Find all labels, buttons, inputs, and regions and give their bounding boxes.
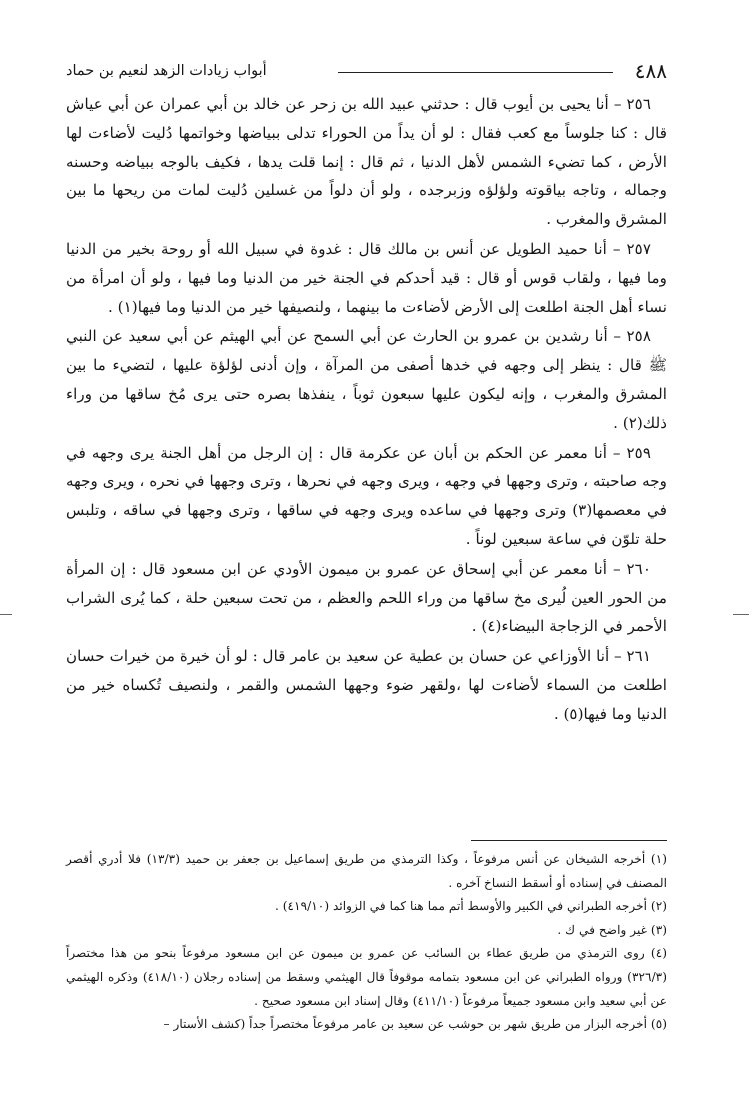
header-rule	[338, 72, 613, 73]
hadith-260: ٢٦٠ – أنا معمر عن أبي إسحاق عن عمرو بن ميمون الأودي عن ابن مسعود قال : إن المرأة من الحور العين لُيرى مخ ساقها من وراء اللحم والعظم ، من تحت سبعين حلة ، كما يُرى الشراب الأحمر في الزجاجة البيضاء(٤) .	[66, 559, 667, 636]
main-text	[66, 90, 667, 729]
footnote-3: (٣) غير واضح في ك .	[557, 922, 667, 937]
footnote-1: (١) أخرجه الشيخان عن أنس مرفوعاً ، وكذا الترمذي من طريق إسماعيل بن جعفر بن حميد (١٣/٣) فلا أدري أقصر المصنف في إسناده أو أسقط النساخ آخره .	[66, 852, 668, 890]
hadith-258: ٢٥٨ – أنا رشدين بن عمرو بن الحارث عن أبي السمح عن أبي الهيثم عن أبي سعيد عن النبي ﷺ قال : ينظر إلى وجهه في خدها أصفى من المرآة ، وإن أدنى لؤلؤة عليها ، لتضيء ما بين المشرق والمغرب ، وإنه ليكون عليها سبعون ثوباً ، ينفذها بصره حتى يرى مُخ ساقها من وراء ذلك(٢) .	[66, 327, 667, 432]
hadith-259: ٢٥٩ – أنا معمر عن الحكم بن أبان عن عكرمة قال : إن الرجل من أهل الجنة يرى وجهه في وجه صاحبته ، وترى وجهها في وجهه ، ويرى وجهه في نحرها ، وترى وجهها في نحره ، ويرى وجهه في معصمها(٣) وترى وجهها في ساعده ويرى وجهه في ساقها ، وترى وجهها في ساقه ، وتلبس حلة تلوّن في ساعة سبعين لوناً .	[66, 443, 667, 548]
margin-mark	[733, 614, 749, 615]
margin-mark	[0, 614, 12, 615]
hadith-257: ٢٥٧ – أنا حميد الطويل عن أنس بن مالك قال : غدوة في سبيل الله أو روحة بخير من الدنيا وما فيها ، ولقاب قوس أو قال : قيد أحدكم في الجنة خير من الدنيا وما فيها ، ولو أن امرأة من نساء أهل الجنة اطلعت إلى الأرض لأضاءت ما بينهما ، ولنصيفها خير من الدنيا وما فيها(١) .	[66, 239, 667, 316]
hadith-256: ٢٥٦ – أنا يحيى بن أيوب قال : حدثني عبيد الله بن زحر عن خالد بن أبي عمران عن أبي عياش قال : كنا جلوساً مع كعب فقال : لو أن يداً من الحوراء تدلى ببياضها وخواتمها دُليت لأضاءت لها الأرض ، كما تضيء الشمس لأهل الدنيا ، ثم قال : إنما قلت يدها ، فكيف بالوجه ببياضه وحسنه وجماله ، وتاجه بياقوته ولؤلؤه وزبرجده ، ولو أن دلواً من غسلين دُليت لمات من ريحها ما بين المشرق والمغرب .	[66, 95, 667, 229]
hadith-261: ٢٦١ – أنا الأوزاعي عن حسان بن عطية عن سعيد بن عامر قال : لو أن خيرة من خيرات حسان اطلعت من السماء لأضاءت لها ،ولقهر ضوء وجهها الشمس والقمر ، ولنصيف تُكساه خير من الدنيا وما فيها(٥) .	[66, 647, 667, 723]
footnote-2: (٢) أخرجه الطبراني في الكبير والأوسط أتم مما هنا كما في الزوائد (٤١٩/١٠) .	[274, 899, 667, 914]
footnote-4: (٤) روى الترمذي من طريق عطاء بن السائب عن عمرو بن ميمون عن ابن مسعود مرفوعاً بنحو من هذا مختصراً (٣٢٦/٣) ورواه الطبراني عن ابن مسعود بتمامه موقوفاً قال الهيثمي وسقط من إسناده رجلان (٤١٨/١٠) وذكره الهيثمي عن أبي سعيد وابن مسعود جميعاً مرفوعاً (٤١١/١٠) وقال إسناد ابن مسعود صحيح .	[66, 946, 667, 1008]
footnotes	[66, 848, 667, 1037]
footnote-5: (٥) أخرجه البزار من طريق شهر بن حوشب عن سعيد بن عامر مرفوعاً مختصراً جداً (كشف الأستار –	[163, 1017, 667, 1032]
page-number: ٤٨٨	[634, 59, 667, 83]
page-header	[66, 60, 667, 84]
running-title: أبواب زيادات الزهد لنعيم بن حماد	[66, 63, 267, 79]
footnote-separator	[471, 840, 667, 841]
